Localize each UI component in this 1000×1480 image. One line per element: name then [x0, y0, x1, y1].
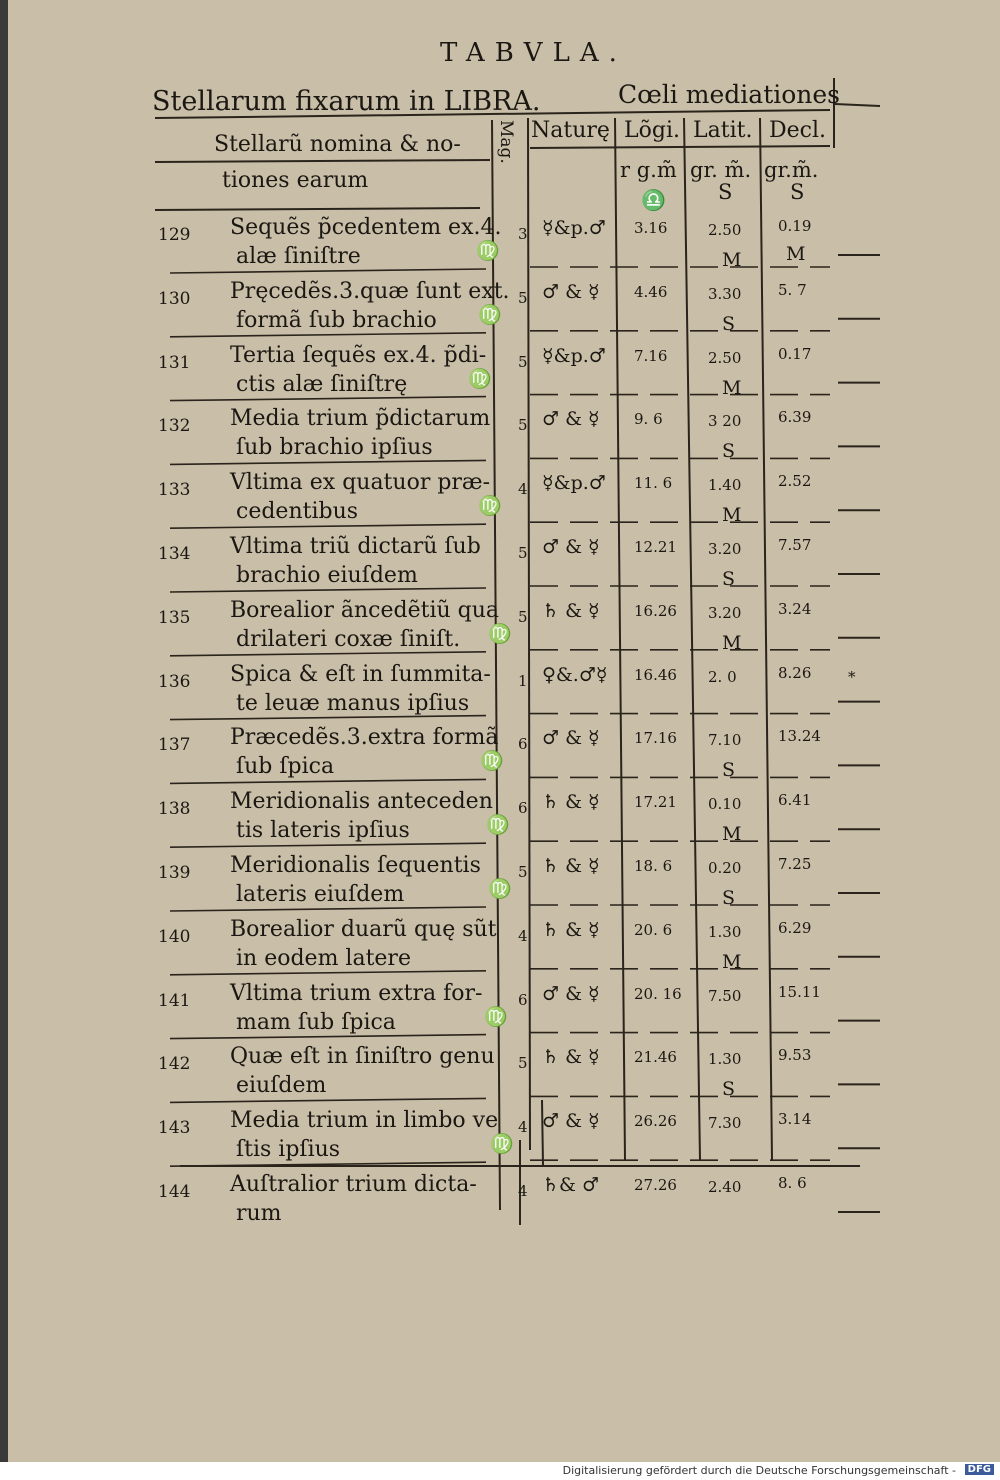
star-nature: ☿&p.♂	[542, 472, 606, 495]
star-name-line1: Spica & eſt in ſummita-	[230, 661, 491, 687]
star-latitude: 3.20	[708, 540, 742, 558]
star-name-line1: Borealior ãncedẽtiũ qua	[230, 597, 500, 623]
star-latitude: 0.20	[708, 859, 742, 877]
star-name-line2: ſub brachio ipſius	[236, 435, 433, 461]
star-number: 131	[158, 352, 191, 373]
star-longitude: 7.16	[634, 346, 668, 365]
column-header-longitude: Lõgi.	[624, 118, 680, 143]
star-magnitude: 3	[518, 225, 528, 243]
star-latitude: 1.30	[708, 922, 742, 941]
star-longitude: 17.21	[634, 793, 677, 812]
star-latitude: 0.10	[708, 795, 742, 814]
star-longitude: 18. 6	[634, 857, 673, 875]
star-declination: 3.14	[778, 1110, 812, 1129]
star-magnitude: 6	[518, 799, 528, 818]
table-row	[0, 343, 1000, 407]
virgo-sign-icon: ♍	[490, 1133, 514, 1156]
latitude-direction: M	[722, 504, 742, 527]
star-latitude: 3.20	[708, 603, 742, 622]
star-magnitude: 5	[518, 288, 528, 307]
star-nature: ♄ & ☿	[542, 791, 600, 814]
star-name-line2: formã ſub brachio	[236, 307, 437, 333]
star-name-line1: Tertia ſequẽs ex.4. p̃di-	[230, 342, 487, 368]
dfg-logo: DFG	[965, 1464, 994, 1475]
star-name-line2: drilateri coxæ ſiniſt.	[236, 626, 461, 652]
table-row	[0, 215, 1000, 279]
star-name-line1: Vltima ex quatuor præ-	[230, 470, 491, 496]
star-number: 141	[158, 990, 191, 1011]
star-name-line2: tis lateris ipſius	[236, 818, 410, 844]
latitude-direction: S	[718, 180, 733, 204]
star-name-line1: Sequẽs p̃cedentem ex.4.	[230, 215, 502, 240]
table-row	[0, 1044, 1000, 1108]
latitude-direction: M	[722, 631, 742, 654]
star-magnitude: 4	[518, 1182, 528, 1200]
latitude-direction: M	[722, 376, 742, 399]
star-declination: 6.41	[778, 791, 812, 810]
virgo-sign-icon: ♍	[488, 622, 512, 645]
unit-latitude: gr. m̃.	[690, 158, 752, 182]
column-header-latitude: Latit.	[693, 118, 753, 143]
star-latitude: 3 20	[708, 412, 742, 431]
latitude-direction: M	[722, 249, 742, 271]
latitude-direction: S	[722, 1078, 736, 1101]
star-longitude: 16.46	[634, 665, 677, 684]
star-name-line2: lateris eiuſdem	[236, 882, 405, 907]
star-magnitude: 1	[518, 671, 528, 690]
star-nature: ♂ & ☿	[542, 727, 600, 750]
table-row	[0, 789, 1000, 853]
star-number: 139	[158, 863, 191, 883]
page-headline: TABVLA.	[440, 38, 627, 68]
libra-sign-icon: ♎	[641, 188, 666, 212]
column-header-names-cont: tiones earum	[222, 168, 369, 193]
star-magnitude: 6	[518, 990, 528, 1009]
star-longitude: 3.16	[634, 219, 668, 237]
footer-credit	[0, 1462, 1000, 1480]
star-declination: 0.17	[778, 344, 812, 363]
star-number: 135	[158, 607, 191, 628]
unit-longitude: r g.m̃	[620, 158, 677, 182]
star-declination: 6.39	[778, 408, 812, 427]
table-row	[0, 470, 1000, 534]
star-declination: 9.53	[778, 1046, 812, 1065]
star-nature: ♂ & ☿	[542, 1110, 600, 1133]
table-row	[0, 917, 1000, 981]
star-nature: ☿&p.♂	[542, 217, 606, 239]
star-number: 143	[158, 1118, 191, 1139]
star-latitude: 2.50	[708, 221, 742, 239]
star-magnitude: 4	[518, 1118, 528, 1137]
star-latitude: 3.30	[708, 284, 742, 303]
star-declination: 7.57	[778, 536, 812, 554]
table-row	[0, 1108, 1000, 1172]
star-nature: ♄ & ☿	[542, 855, 600, 877]
star-magnitude: 5	[518, 863, 528, 881]
star-latitude: 2. 0	[708, 667, 737, 686]
virgo-sign-icon: ♍	[488, 878, 512, 900]
star-declination: 8. 6	[778, 1174, 807, 1192]
virgo-sign-icon: ♍	[484, 1005, 508, 1028]
latitude-direction: S	[722, 887, 736, 909]
star-name-line1: Meridionalis ſequentis	[230, 853, 481, 878]
table-row	[0, 853, 1000, 917]
star-number: 140	[158, 926, 191, 947]
star-nature: ♂ & ☿	[542, 408, 600, 431]
virgo-sign-icon: ♍	[476, 240, 500, 262]
star-name-line1: Media trium in limbo ve	[230, 1108, 499, 1134]
star-nature: ♄& ♂	[542, 1174, 600, 1196]
star-longitude: 9. 6	[634, 410, 663, 429]
declination-direction: S	[790, 180, 805, 204]
star-name-line2: alæ ſiniſtre	[236, 244, 361, 269]
star-longitude: 16.26	[634, 601, 677, 620]
virgo-sign-icon: ♍	[478, 303, 502, 326]
star-nature: ♂ & ☿	[542, 536, 600, 558]
star-nature: ♂ & ☿	[542, 280, 600, 303]
star-magnitude: 6	[518, 735, 528, 754]
star-name-line2: ſtis ipſius	[236, 1137, 341, 1163]
star-name-line2: in eodem latere	[236, 945, 411, 971]
star-longitude: 12.21	[634, 538, 677, 556]
star-nature: ☿&p.♂	[542, 344, 606, 367]
section-heading-right: Cœli mediationes	[618, 80, 841, 109]
star-name-line1: Meridionalis anteceden	[230, 789, 493, 815]
star-longitude: 20. 16	[634, 984, 682, 1003]
star-magnitude: 5	[518, 607, 528, 626]
star-latitude: 7.50	[708, 986, 742, 1005]
star-name-line1: Vltima triũ dictarũ ſub	[230, 534, 481, 559]
star-name-line2: ſub ſpica	[236, 754, 335, 780]
star-latitude: 7.30	[708, 1114, 742, 1133]
star-declination: 7.25	[778, 855, 812, 873]
column-header-declination: Decl.	[769, 118, 827, 143]
star-magnitude: 4	[518, 480, 528, 499]
latitude-direction: S	[722, 568, 736, 590]
star-declination: 3.24	[778, 599, 812, 618]
latitude-direction: S	[722, 759, 736, 782]
star-latitude: 7.10	[708, 731, 742, 750]
star-declination: 0.19	[778, 217, 812, 235]
virgo-sign-icon: ♍	[478, 495, 502, 518]
table-row	[0, 534, 1000, 598]
star-magnitude: 4	[518, 926, 528, 945]
star-number: 132	[158, 416, 191, 437]
column-header-nature: Naturę	[531, 118, 610, 143]
star-name-line1: Vltima trium extra for-	[230, 980, 483, 1006]
star-number: 129	[158, 225, 191, 245]
declination-direction: M	[786, 243, 806, 265]
star-latitude: 2.50	[708, 348, 742, 367]
star-magnitude: 5	[518, 1054, 528, 1073]
star-nature: ♄ & ☿	[542, 918, 600, 941]
star-latitude: 2.40	[708, 1178, 742, 1196]
table-row	[0, 725, 1000, 789]
star-number: 133	[158, 480, 191, 501]
star-name-line1: Quæ eſt in ſiniſtro genu	[230, 1044, 495, 1070]
star-longitude: 26.26	[634, 1112, 677, 1131]
footer-credit-text: Digitalisierung gefördert durch die Deutsche Forschungsgemeinschaft -	[562, 1464, 956, 1477]
star-name-line1: Auſtralior trium dicta-	[230, 1172, 477, 1197]
star-magnitude: 5	[518, 416, 528, 435]
table-row	[0, 1172, 1000, 1236]
star-longitude: 21.46	[634, 1048, 677, 1067]
table-row	[0, 279, 1000, 343]
virgo-sign-icon: ♍	[480, 750, 504, 773]
latitude-direction: M	[722, 950, 742, 973]
star-latitude: 1.30	[708, 1050, 742, 1069]
star-number: 142	[158, 1054, 191, 1075]
star-name-line2: te leuæ manus ipſius	[236, 690, 470, 716]
star-name-line2: mam ſub ſpica	[236, 1009, 396, 1035]
star-name-line2: cedentibus	[236, 499, 359, 525]
star-number: 137	[158, 735, 191, 756]
star-declination: 6.29	[778, 918, 812, 937]
table-row	[0, 981, 1000, 1045]
virgo-sign-icon: ♍	[468, 367, 492, 390]
star-longitude: 20. 6	[634, 920, 673, 939]
star-nature: ♂ & ☿	[542, 982, 600, 1005]
star-name-line1: Borealior duarũ quę sũt	[230, 916, 497, 942]
star-longitude: 11. 6	[634, 474, 673, 493]
star-name-line2: eiuſdem	[236, 1073, 327, 1099]
star-declination: 5. 7	[778, 280, 807, 299]
star-magnitude: 5	[518, 352, 528, 371]
star-latitude: 1.40	[708, 476, 742, 495]
star-longitude: 17.16	[634, 729, 677, 748]
table-row	[0, 598, 1000, 662]
star-name-line1: Pręcedẽs.3.quæ ſunt ext.	[230, 278, 510, 304]
star-name-line2: brachio eiuſdem	[236, 563, 418, 588]
unit-declination: gr.m̃.	[764, 158, 819, 182]
table-row	[0, 406, 1000, 470]
star-name-line1: Media trium p̃dictarum	[230, 406, 491, 432]
latitude-direction: M	[722, 823, 742, 846]
latitude-direction: S	[722, 312, 736, 335]
star-number: 136	[158, 671, 191, 692]
star-declination: 13.24	[778, 727, 821, 746]
column-header-names: Stellarũ nomina & no-	[214, 132, 461, 157]
star-number: 138	[158, 799, 191, 820]
star-longitude: 27.26	[634, 1176, 677, 1194]
star-magnitude: 5	[518, 544, 528, 562]
star-declination: 15.11	[778, 982, 821, 1001]
column-header-magnitude: Mag.	[496, 120, 516, 164]
table-row	[0, 662, 1000, 726]
star-number: 144	[158, 1182, 191, 1202]
star-marker: *	[848, 667, 856, 686]
star-declination: 8.26	[778, 663, 812, 682]
virgo-sign-icon: ♍	[486, 814, 510, 837]
star-name-line2: rum	[236, 1201, 282, 1226]
star-declination: 2.52	[778, 472, 812, 491]
star-number: 134	[158, 544, 191, 564]
star-nature: ♄ & ☿	[542, 599, 600, 622]
star-name-line1: Præcedẽs.3.extra formã	[230, 725, 499, 751]
star-name-line2: ctis alæ ſiniſtrę	[236, 371, 408, 397]
star-nature: ♄ & ☿	[542, 1046, 600, 1069]
star-nature: ♀&.♂☿	[542, 663, 608, 686]
section-heading: Stellarum fixarum in LIBRA.	[152, 86, 541, 117]
latitude-direction: S	[722, 440, 736, 463]
star-number: 130	[158, 288, 191, 309]
star-longitude: 4.46	[634, 282, 668, 301]
